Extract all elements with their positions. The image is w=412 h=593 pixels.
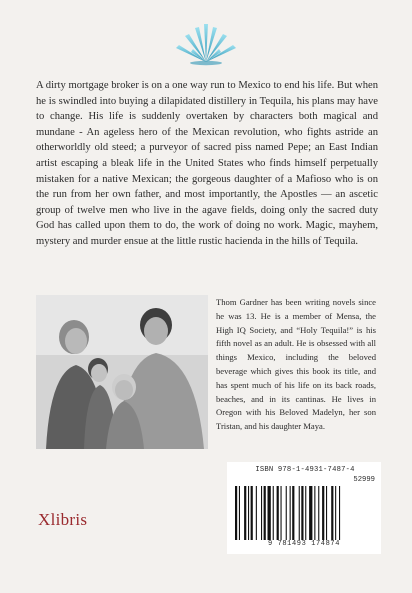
author-family-photo (36, 295, 208, 449)
price-code: 52999 (353, 476, 375, 484)
isbn-barcode (227, 462, 381, 554)
publisher-logo: Xlibris (38, 510, 88, 529)
back-cover-blurb: A dirty mortgage broker is on a one way run to Mexico to end his life. But when he is swindled into buying a dilapidated distillery in Tequila, his plans may have to change. His life is suddenly overtaken by characters both magical and mundane - An ageless hero of the Mexican revolution, who fights astride an otherworldly old steed; a purveyor of sacred piss named Pepe; an East Indian artist escaping a bleak life in the United States who finds himself perpetually mistaken for a native Mexican; the gorgeous daughter of a Mafioso who is on the run from her own father, and most importantly, the Apostles — an ascetic group of twelve men who live in the agave fields, doing only the sacred duty God has called upon them to do, the work of doing no work. Magic, mayhem, mystery and murder ensue at the little rustic hacienda in the hills of Tequila. (36, 80, 378, 247)
isbn-digits: 9 781493 174874 (267, 540, 340, 548)
author-bio: Thom Gardner has been writing novels since he was 13. He is a member of Mensa, the High IQ Society, and “Holy Tequila!” is his fifth novel as an adult. He is obsessed with all things Mexico, including the beloved beverage which gives this book its title, and has spent much of his life on its back roads, beaches, and in its cantinas. He lives in Oregon with his Beloved Madelyn, her son Tristan, and his daughter Maya. (216, 297, 376, 432)
agave-logo (171, 18, 241, 66)
isbn-label: ISBN 978-1-4931-7487-4 (255, 466, 355, 474)
barcode-bars (235, 486, 373, 540)
